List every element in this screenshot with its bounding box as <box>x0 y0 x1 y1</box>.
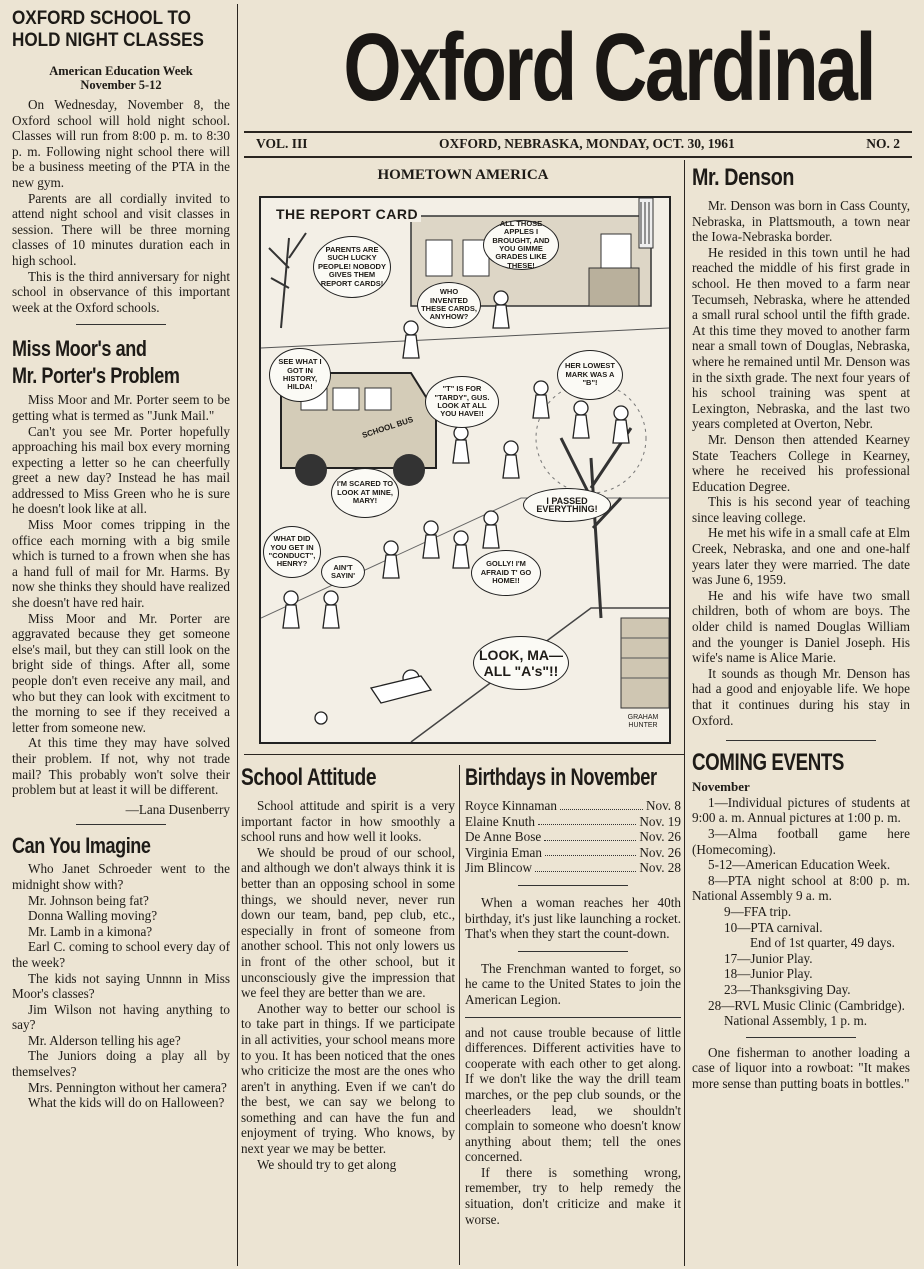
fisherman-joke <box>692 1045 910 1092</box>
event-item: 8—PTA night school at 8:00 p. m. National Assembly 9 a. m. <box>692 872 910 904</box>
volume-number: VOL. III <box>256 136 308 151</box>
paragraph: It sounds as though Mr. Denson has had a good and enjoyable life. We hope that it continues during his stay in Oxford. <box>692 665 910 728</box>
list-item: The kids not saying Unnnn in Miss Moor's classes? <box>12 970 230 1002</box>
attitude-continued <box>465 1025 681 1228</box>
paragraph: Miss Moor and Mr. Porter are aggravated because they get someone else's mail, but they can still look on the bright side of things. After all, some people don't even receive any mail, and who but they can look with excitment to the morning to see if they received a letter from someone new. <box>12 610 230 735</box>
imagine-headline: Can You Imagine <box>12 833 151 859</box>
paragraph: He resided in this town until he had reached the middle of his first grade in school. He then moved to a farm near Tecumseh, Nebraska, where he attended a small rural school until the fifth grade. At this time they moved to another farm near a small town of Douglas, Nebraska, where he remained until Mr. Denson was in the sixth grade. The next four years of his school training was spent at Lexington, Nebraska, and the last two years completed at Overton, Nebr. <box>692 244 910 432</box>
paragraph: He and his wife have two small children, both of whom are boys. The older child is named Douglas William and the younger is Daniel Joseph. His wife's name is Alice Marie. <box>692 587 910 666</box>
divider <box>518 885 628 886</box>
divider <box>76 324 166 325</box>
birthday-row <box>465 814 681 830</box>
speech-bubble: I PASSED EVERYTHING! <box>523 488 611 522</box>
paragraph: We should be proud of our school, and although we don't always think it is better than an opposing school in some things, we should never, never run down our team, band, pep club, etc., especially in front of someone from another school. This not only lowers us in front of the other school, but it unconsciously give the impression that we feel they are better than we are. <box>241 844 455 1001</box>
speech-bubble: PARENTS ARE SUCH LUCKY PEOPLE! NOBODY GIVES THEM REPORT CARDS! <box>313 236 391 298</box>
dateline-bar <box>246 134 910 154</box>
birthdays-headline: Birthdays in November <box>465 764 657 791</box>
right-column <box>692 162 910 1266</box>
headline-line: HOLD NIGHT CLASSES <box>12 30 204 51</box>
event-item: 1—Individual pictures of students at 9:00 a. m. Annual pictures at 1:00 p. m. <box>692 794 910 826</box>
headline-line: Mr. Porter's Problem <box>12 363 180 389</box>
issue-number: NO. 2 <box>866 136 900 151</box>
subhead-line: November 5-12 <box>80 78 162 92</box>
divider <box>465 1017 681 1018</box>
column-rule <box>684 160 685 1266</box>
speech-bubble: HER LOWEST MARK WAS A "B"! <box>557 350 623 400</box>
speech-bubble: GOLLY! I'M AFRAID T' GO HOME!! <box>471 550 541 596</box>
event-item: 3—Alma football game here (Homecoming). <box>692 825 910 857</box>
paragraph: Another way to better our school is to take part in things. If we participate in all activities, your school means more to you. It has been noticed that the ones who criticize the most are the ones who aren't in anything. Even if we can't do the best, we can say we belong to something and can have the fun and enjoyment of trying. Who knows, by next year we may be better. <box>241 1000 455 1157</box>
birthday-row <box>465 845 681 861</box>
birthdays-column <box>465 762 681 1266</box>
event-item: National Assembly, 1 p. m. <box>724 1013 868 1029</box>
denson-headline: Mr. Denson <box>692 164 794 191</box>
birthday-row <box>465 798 681 814</box>
speech-bubble: WHO INVENTED THESE CARDS, ANYHOW? <box>417 282 481 328</box>
cartoon-bottom-rule <box>244 754 684 755</box>
denson-body <box>692 198 910 728</box>
paragraph: and not cause trouble because of little differences. Different activities have to cooperate with each other to get along. If we don't like the way the drill team marches, or the pep club sounds, or the cheerleaders lead, we shouldn't complain to someone who doesn't know anything about them; tell the ones concerned. <box>465 1024 681 1165</box>
cartoon-illustration <box>259 196 671 744</box>
byline: —Lana Dusenberry <box>125 801 230 817</box>
night-classes-headline <box>12 8 208 52</box>
event-item: 9—FFA trip. <box>724 903 792 919</box>
paragraph: This is his second year of teaching since leaving college. <box>692 494 910 525</box>
birthday-name: Jim Blincow <box>465 860 533 876</box>
divider <box>726 740 876 741</box>
attitude-headline: School Attitude <box>241 764 377 791</box>
masthead-title: Oxford Cardinal <box>343 14 875 121</box>
list-item: Mrs. Pennington without her camera? <box>28 1079 227 1095</box>
left-column <box>12 4 230 1266</box>
speech-bubble: LOOK, MA— ALL "A's"!! <box>473 636 569 690</box>
paragraph: When a woman reaches her 40th birthday, it's just like launching a rocket. That's when they start the count-down. <box>465 894 681 942</box>
cartoon-title: THE REPORT CARD <box>273 206 421 222</box>
masthead-rule-top <box>244 131 912 133</box>
column-rule <box>237 4 238 1266</box>
paragraph: The Frenchman wanted to forget, so he came to the United States to join the American Legion. <box>465 960 681 1007</box>
bus-label: SCHOOL BUS <box>360 414 415 441</box>
event-item: 18—Junior Play. <box>724 966 813 982</box>
event-item: 17—Junior Play. <box>724 950 813 966</box>
paragraph: Miss Moor and Mr. Porter seem to be getting what is termed as "Junk Mail." <box>12 392 230 423</box>
subhead-line: American Education Week <box>49 64 193 78</box>
birthday-row <box>465 829 681 845</box>
paragraph: We should try to get along <box>257 1156 397 1172</box>
event-item: 28—RVL Music Clinic (Cambridge). <box>708 997 905 1013</box>
paragraph: Parents are all cordially invited to attend night school and visit classes in session. There will be three morning classes of 10 minutes duration each in high school. <box>12 190 230 268</box>
imagine-list <box>12 861 230 1111</box>
birthday-date: Nov. 26 <box>639 829 681 845</box>
paragraph: Mr. Denson then attended Kearney State Teachers College in Kearney, where he received his professional Education Degree. <box>692 431 910 494</box>
event-item: 5-12—American Education Week. <box>708 857 891 873</box>
list-item: What the kids will do on Halloween? <box>28 1095 225 1111</box>
birthday-date: Nov. 8 <box>645 798 681 813</box>
birthday-name: Virginia Eman <box>465 844 542 860</box>
night-classes-subhead <box>12 64 230 92</box>
column-rule <box>459 765 460 1265</box>
paragraph: At this time they may have solved their problem. If not, why not trade mail? This probably won't solve their problem but at least it will be different. <box>12 735 230 798</box>
paragraph: One fisherman to another loading a case of liquor into a rowboat: "It makes more sense than putting boats in bottles." <box>692 1044 910 1091</box>
night-classes-body <box>12 97 230 315</box>
junk-mail-headline <box>12 335 191 389</box>
birthday-date: Nov. 19 <box>639 813 681 829</box>
birthday-name: Elaine Knuth <box>465 813 535 829</box>
birthday-name: Royce Kinnaman <box>465 798 557 813</box>
list-item: The Juniors doing a play all by themselves? <box>12 1048 230 1080</box>
cartoon-header: HOMETOWN AMERICA <box>377 167 549 183</box>
paragraph: This is the third anniversary for night school in observance of this important week at the Oxford schools. <box>12 268 230 315</box>
headline-line: Miss Moor's and <box>12 336 147 362</box>
coming-events-list <box>692 795 910 1029</box>
birthday-date: Nov. 26 <box>639 844 681 860</box>
speech-bubble: WHAT DID YOU GET IN "CONDUCT", HENRY? <box>263 526 321 578</box>
paragraph: On Wednesday, November 8, the Oxford school will hold night school. Classes will run from 8:00 p. m. to 8:30 p. m. Following night school there will be a business meeting of the PTA in the new gym. <box>12 97 230 190</box>
speech-bubble: AIN'T SAYIN' <box>321 556 365 588</box>
paragraph: Can't you see Mr. Porter hopefully approaching his mail box every morning expecting a letter so he can cheerfully greet a new day? Instead he has mail addressed to Miss Green who he is sure he doesn't look like at all. <box>12 423 230 517</box>
list-item: Who Janet Schroeder went to the midnight show with? <box>12 861 230 892</box>
paragraph: Mr. Denson was born in Cass County, Nebraska, in Plattsmouth, a town near the Iowa-Nebraska border. <box>692 198 910 245</box>
divider <box>746 1037 856 1038</box>
masthead-rule-bottom <box>244 156 912 158</box>
list-item: Mr. Alderson telling his age? <box>28 1032 181 1048</box>
paragraph: If there is something wrong, remember, try to help remedy the situation, don't criticize and make it worse. <box>465 1164 681 1227</box>
paragraph: School attitude and spirit is a very important factor in how smoothly a school runs and how well it looks. <box>241 798 455 845</box>
list-item: Mr. Johnson being fat? <box>28 892 149 908</box>
divider <box>518 951 628 952</box>
list-item: Mr. Lamb in a kimona? <box>28 923 153 939</box>
birthday-name: De Anne Bose <box>465 829 542 845</box>
divider <box>76 824 166 825</box>
birthday-date: Nov. 28 <box>639 860 681 876</box>
paragraph: He met his wife in a small cafe at Elm Creek, Nebraska, and one and one-half years later they were married. The date was June 6, 1959. <box>692 525 910 588</box>
list-item: Donna Walling moving? <box>28 908 158 924</box>
attitude-column <box>241 762 455 1266</box>
cartoon-signature: GRAHAM HUNTER <box>627 714 659 729</box>
frenchman-joke <box>465 961 681 1008</box>
junk-mail-body <box>12 392 230 817</box>
speech-bubble: "T" IS FOR "TARDY", GUS. LOOK AT ALL YOU HAVE!! <box>425 376 499 428</box>
event-item: 23—Thanksgiving Day. <box>724 981 851 997</box>
rocket-joke <box>465 895 681 942</box>
speech-bubble: SEE WHAT I GOT IN HISTORY, HILDA! <box>269 348 331 402</box>
speech-bubble: ALL THOSE APPLES I BROUGHT, AND YOU GIMME GRADES LIKE THESE! <box>483 220 559 270</box>
coming-events-headline: COMING EVENTS <box>692 749 844 777</box>
list-item: Earl C. coming to school every day of the week? <box>12 939 230 970</box>
paragraph: Miss Moor comes tripping in the office each morning with a big smile which is turned to a frown when she has a hand full of mail for Mr. Harms. By now she thinks they should have realized she doesn't have red hair. <box>12 517 230 611</box>
headline-line: OXFORD SCHOOL TO <box>12 8 191 29</box>
list-item: Jim Wilson not having anything to say? <box>12 1001 230 1033</box>
dateline: OXFORD, NEBRASKA, MONDAY, OCT. 30, 1961 <box>438 136 735 151</box>
attitude-body <box>241 798 455 1172</box>
event-item: 10—PTA carnival. <box>724 919 823 935</box>
coming-events-month: November <box>692 779 750 795</box>
event-item: End of 1st quarter, 49 days. <box>750 935 895 951</box>
birthday-list <box>465 798 681 876</box>
birthday-row <box>465 860 681 876</box>
speech-bubble: I'M SCARED TO LOOK AT MINE, MARY! <box>331 468 399 518</box>
